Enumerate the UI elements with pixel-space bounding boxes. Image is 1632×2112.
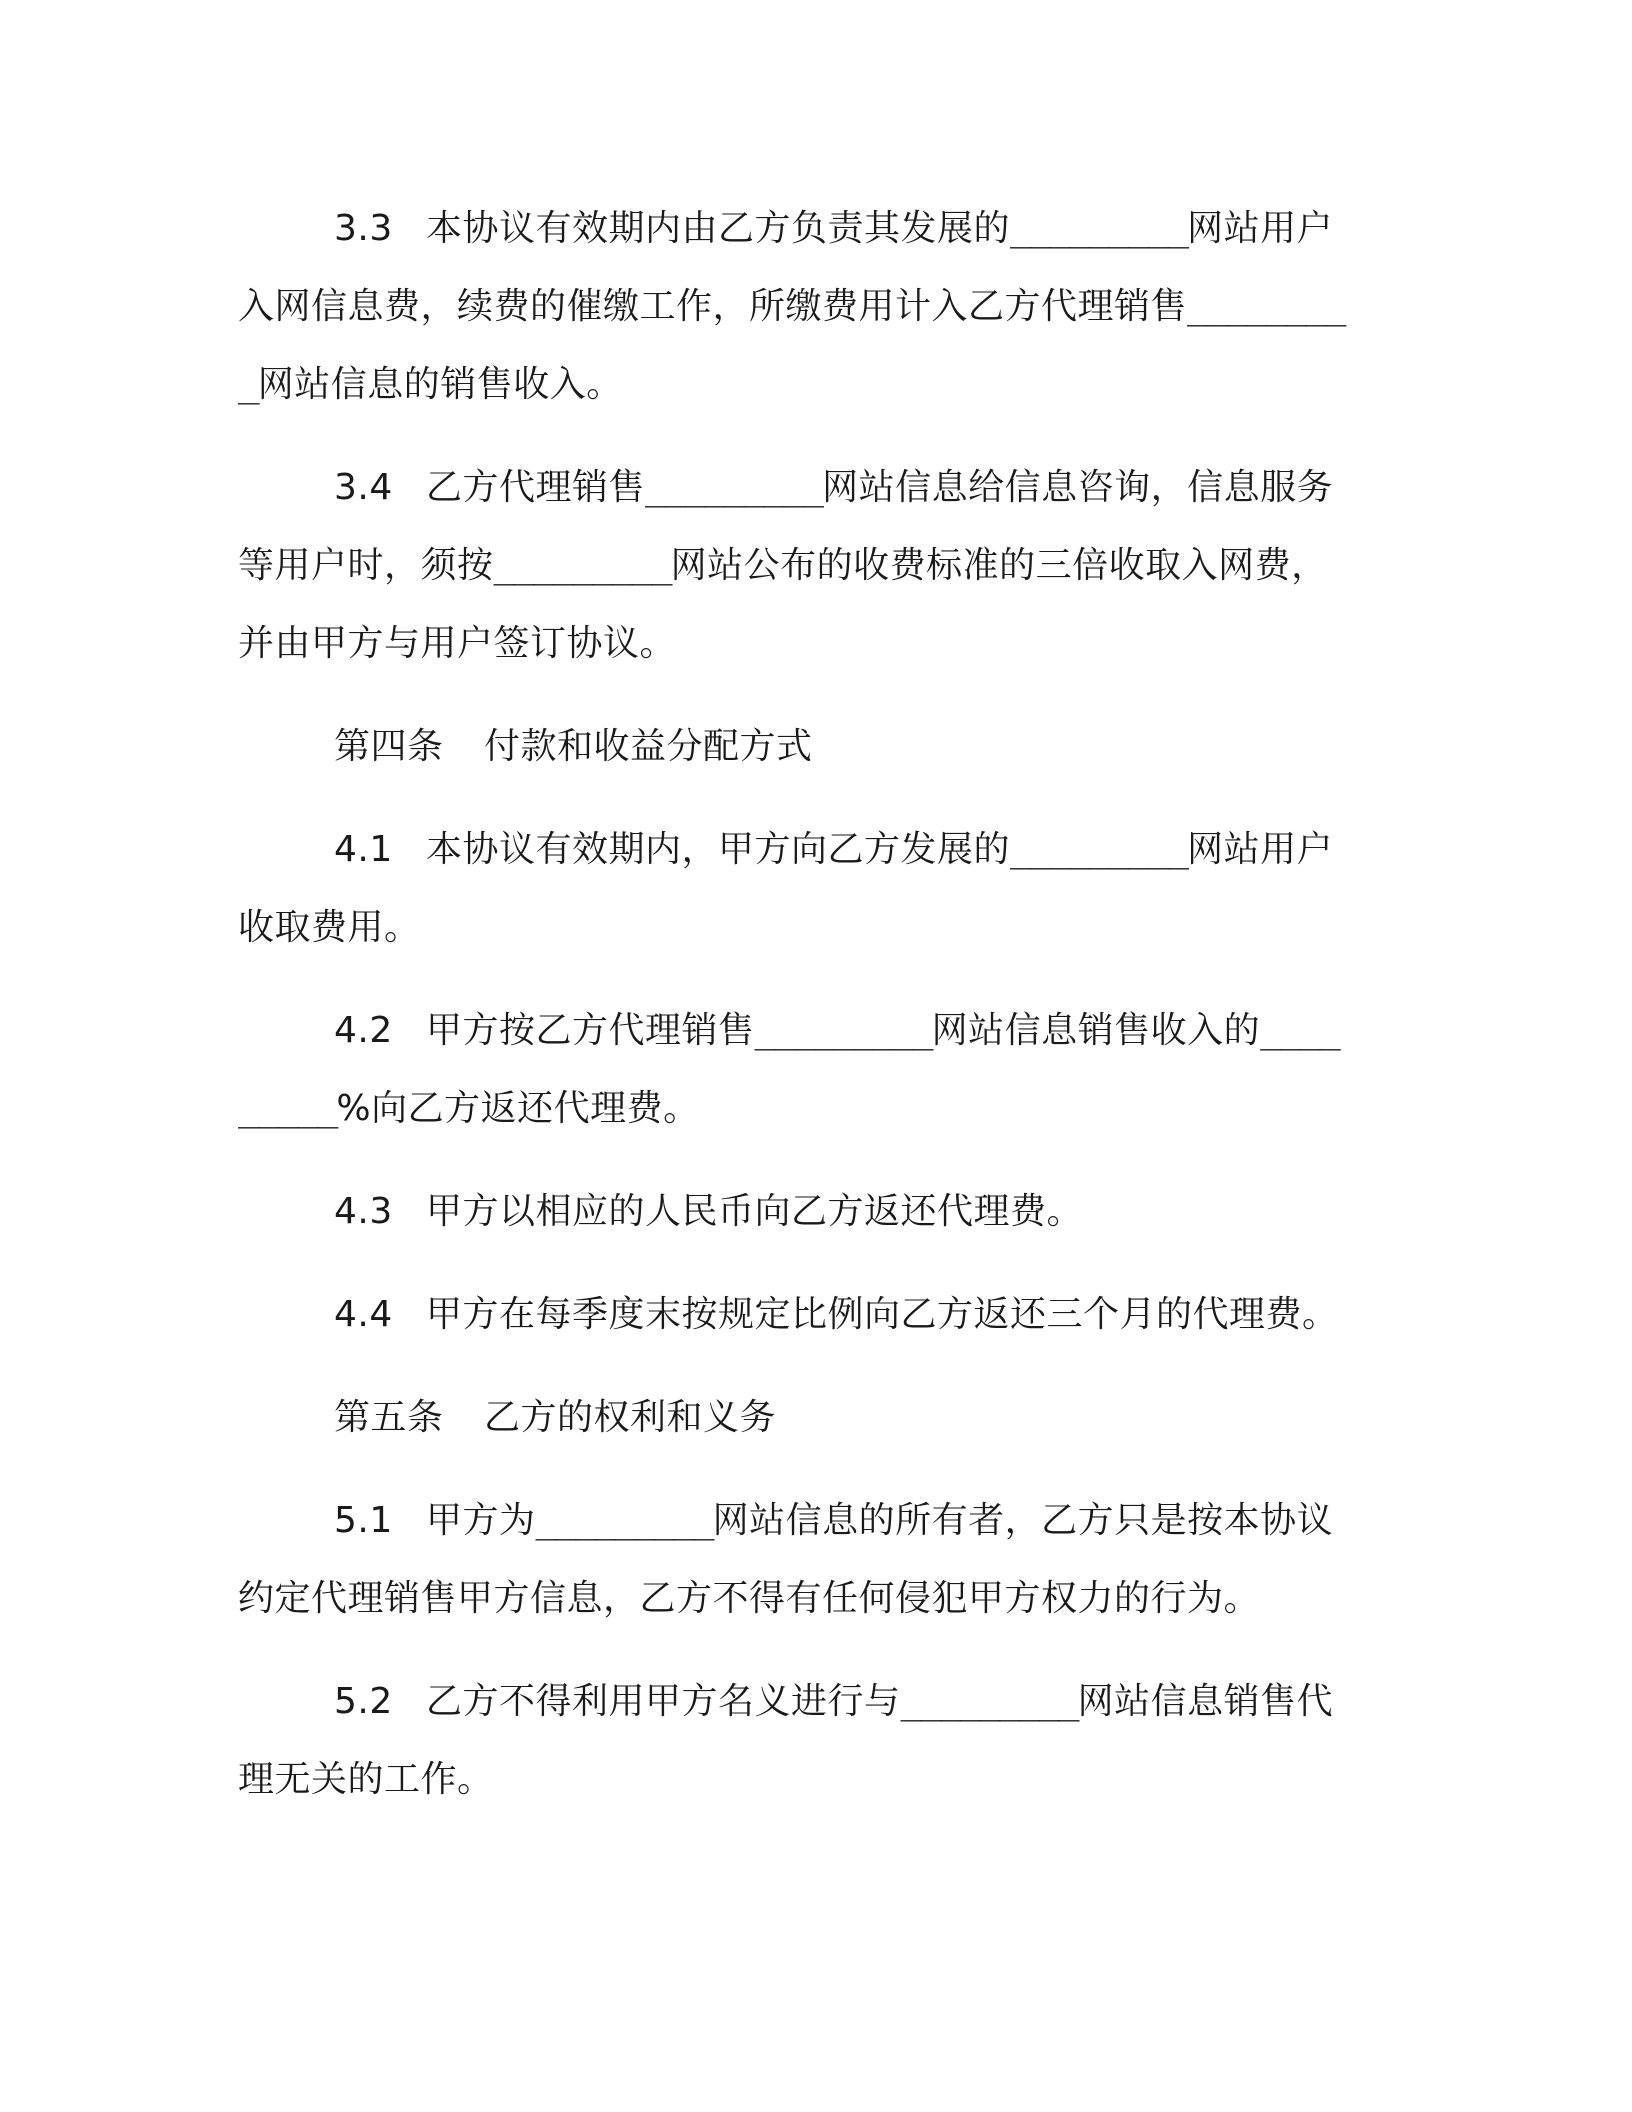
clause-text: 甲方以相应的人民币向乙方返还代理费。: [426, 1191, 1084, 1232]
fill-blank: _________: [645, 467, 823, 508]
clause-number: 4.2: [334, 1010, 393, 1051]
clause-3-4: [238, 449, 1358, 683]
clause-text: 网站用户收取费用。: [238, 829, 1334, 948]
clause-text: 网站信息给信息咨询，信息服务等用户时，须按: [238, 467, 1334, 586]
clause-number: 3.3: [334, 208, 393, 249]
clause-number: 4.3: [334, 1191, 393, 1232]
article-number: 第五条: [334, 1397, 444, 1438]
clause-4-4: [238, 1276, 1358, 1354]
clause-text: 网站信息的销售收入。: [257, 364, 623, 405]
fill-blank: _________: [1010, 208, 1188, 249]
article-5-heading: [238, 1379, 1358, 1457]
fill-blank: _________: [493, 545, 671, 586]
clause-text: 网站信息的所有者，乙方只是按本协议约定代理销售甲方信息，乙方不得有任何侵犯甲方权力的行为。: [238, 1500, 1334, 1619]
document-body: [238, 190, 1358, 1844]
clause-4-3: [238, 1173, 1358, 1251]
fill-blank: _________: [535, 1500, 713, 1541]
fill-blank: _________: [754, 1010, 932, 1051]
article-title: 乙方的权利和义务: [484, 1397, 777, 1438]
clause-number: 4.4: [334, 1294, 393, 1335]
fill-blank: _________: [900, 1681, 1078, 1722]
clause-text: 乙方代理销售: [426, 467, 646, 508]
clause-text: 网站信息销售收入的: [931, 1010, 1261, 1051]
clause-5-1: [238, 1482, 1358, 1638]
clause-text: 甲方按乙方代理销售: [426, 1010, 755, 1051]
clause-text: 本协议有效期内由乙方负责其发展的: [426, 208, 1011, 249]
clause-3-3: [238, 190, 1358, 424]
clause-text: 网站用户入网信息费，续费的催缴工作，所缴费用计入乙方代理销售: [238, 208, 1334, 327]
fill-blank: _________: [1010, 829, 1188, 870]
clause-text: %向乙方返还代理费。: [336, 1088, 700, 1129]
clause-4-1: [238, 811, 1358, 967]
clause-number: 5.1: [334, 1500, 393, 1541]
clause-text: 网站信息销售代理无关的工作。: [238, 1681, 1334, 1800]
article-title: 付款和收益分配方式: [484, 726, 813, 767]
fill-blank: _________: [238, 286, 1345, 405]
clause-text: 本协议有效期内，甲方向乙方发展的: [426, 829, 1011, 870]
clause-text: 网站公布的收费标准的三倍收取入网费，并由甲方与用户签订协议。: [238, 545, 1328, 664]
clause-number: 5.2: [334, 1681, 393, 1722]
clause-4-2: [238, 992, 1358, 1148]
clause-number: 3.4: [334, 467, 393, 508]
article-number: 第四条: [334, 726, 444, 767]
clause-text: 甲方为: [426, 1500, 536, 1541]
article-4-heading: [238, 708, 1358, 786]
clause-text: 甲方在每季度末按规定比例向乙方返还三个月的代理费。: [426, 1294, 1339, 1335]
fill-blank: _________: [238, 1010, 1339, 1129]
clause-text: 乙方不得利用甲方名义进行与: [426, 1681, 901, 1722]
clause-number: 4.1: [334, 829, 393, 870]
clause-5-2: [238, 1663, 1358, 1819]
